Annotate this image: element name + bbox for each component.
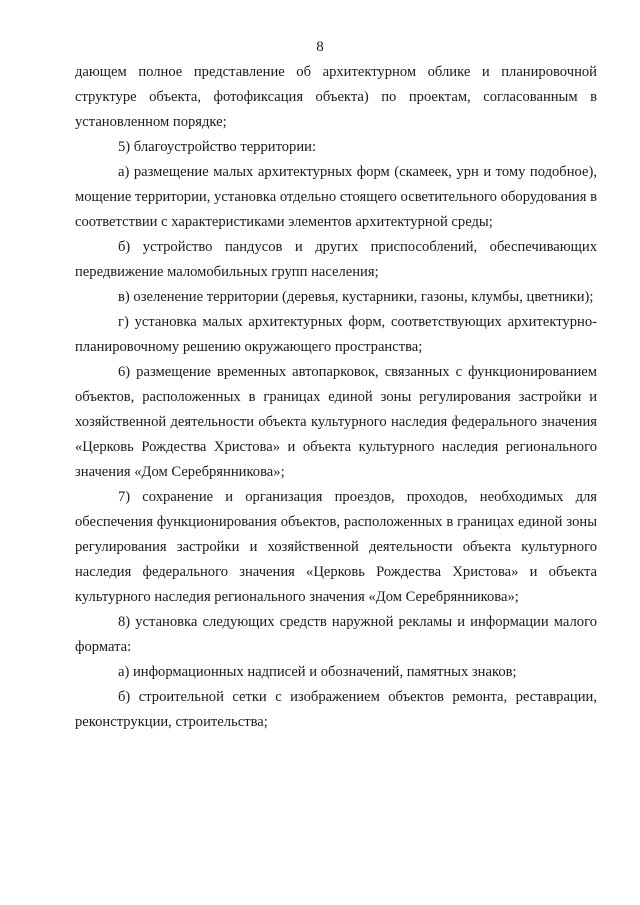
document-body — [75, 60, 597, 735]
paragraph-item-5: 5) благоустройство территории: — [118, 139, 317, 155]
paragraph-item-8: 8) установка следующих средств наружной рекламы и информации малого формата: — [75, 614, 597, 655]
paragraph-continuation: дающем полное представление об архитектурном облике и планировочной структуре объекта, фотофиксация объекта) по проектам, согласованным в установленном порядке; — [75, 64, 597, 130]
paragraph-item-5v: в) озеленение территории (деревья, кустарники, газоны, клумбы, цветники); — [118, 289, 594, 305]
paragraph-item-5b: б) устройство пандусов и других приспособлений, обеспечивающих передвижение маломобильных групп населения; — [75, 239, 597, 280]
paragraph-item-6: 6) размещение временных автопарковок, связанных с функционированием объектов, расположенных в границах единой зоны регулирования застройки и хозяйственной деятельности объекта культурного наследия федерального значения «Церковь Рождества Христова» и объекта культурного наследия регионального значения «Дом Серебрянникова»; — [75, 364, 597, 480]
page-number: 8 — [316, 39, 324, 55]
paragraph-item-5a: а) размещение малых архитектурных форм (скамеек, урн и тому подобное), мощение территории, установка отдельно стоящего осветительного оборудования в соответствии с характеристиками элементов архитектурной среды; — [75, 164, 597, 230]
paragraph-item-8a: а) информационных надписей и обозначений, памятных знаков; — [118, 664, 517, 680]
paragraph-item-5g: г) установка малых архитектурных форм, соответствующих архитектурно-планировочному решению окружающего пространства; — [75, 314, 597, 355]
paragraph-item-8b: б) строительной сетки с изображением объектов ремонта, реставрации, реконструкции, строительства; — [75, 689, 597, 730]
paragraph-item-7: 7) сохранение и организация проездов, проходов, необходимых для обеспечения функционирования объектов, расположенных в границах единой зоны регулирования застройки и хозяйственной деятельности объекта культурного наследия федерального значения «Церковь Рождества Христова» и объекта культурного наследия регионального значения «Дом Серебрянникова»; — [75, 489, 597, 605]
